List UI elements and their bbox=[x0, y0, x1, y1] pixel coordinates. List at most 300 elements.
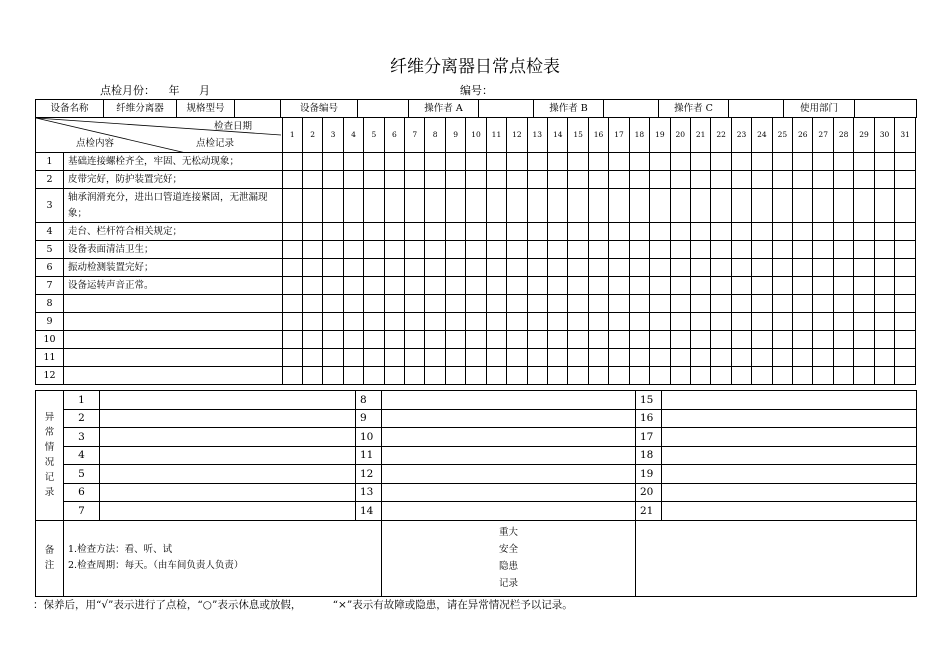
check-cell[interactable] bbox=[466, 153, 486, 171]
abnormal-entry[interactable] bbox=[382, 483, 636, 502]
check-cell[interactable] bbox=[690, 171, 710, 189]
check-cell[interactable] bbox=[364, 295, 384, 313]
check-cell[interactable] bbox=[405, 189, 425, 223]
check-cell[interactable] bbox=[874, 295, 894, 313]
check-cell[interactable] bbox=[711, 241, 731, 259]
check-cell[interactable] bbox=[466, 331, 486, 349]
check-cell[interactable] bbox=[425, 189, 445, 223]
check-cell[interactable] bbox=[425, 313, 445, 331]
check-cell[interactable] bbox=[445, 277, 465, 295]
check-cell[interactable] bbox=[650, 259, 670, 277]
check-cell[interactable] bbox=[731, 367, 751, 385]
check-cell[interactable] bbox=[466, 367, 486, 385]
check-cell[interactable] bbox=[833, 153, 853, 171]
check-cell[interactable] bbox=[670, 349, 690, 367]
check-cell[interactable] bbox=[752, 223, 772, 241]
check-cell[interactable] bbox=[384, 241, 404, 259]
check-cell[interactable] bbox=[690, 367, 710, 385]
check-cell[interactable] bbox=[588, 295, 608, 313]
check-cell[interactable] bbox=[302, 153, 322, 171]
check-cell[interactable] bbox=[323, 223, 343, 241]
check-cell[interactable] bbox=[527, 367, 547, 385]
check-cell[interactable] bbox=[854, 189, 874, 223]
check-cell[interactable] bbox=[813, 349, 833, 367]
check-cell[interactable] bbox=[731, 277, 751, 295]
check-cell[interactable] bbox=[629, 153, 649, 171]
check-cell[interactable] bbox=[588, 153, 608, 171]
abnormal-entry[interactable] bbox=[662, 428, 917, 447]
check-cell[interactable] bbox=[384, 259, 404, 277]
check-cell[interactable] bbox=[507, 295, 527, 313]
check-cell[interactable] bbox=[425, 331, 445, 349]
check-cell[interactable] bbox=[445, 189, 465, 223]
check-cell[interactable] bbox=[323, 331, 343, 349]
check-cell[interactable] bbox=[466, 277, 486, 295]
check-cell[interactable] bbox=[425, 153, 445, 171]
check-cell[interactable] bbox=[690, 153, 710, 171]
check-cell[interactable] bbox=[670, 367, 690, 385]
check-cell[interactable] bbox=[568, 223, 588, 241]
check-cell[interactable] bbox=[588, 223, 608, 241]
check-cell[interactable] bbox=[752, 313, 772, 331]
check-cell[interactable] bbox=[425, 349, 445, 367]
abnormal-entry[interactable] bbox=[100, 391, 356, 410]
check-cell[interactable] bbox=[282, 295, 302, 313]
check-cell[interactable] bbox=[486, 241, 506, 259]
check-cell[interactable] bbox=[445, 153, 465, 171]
check-cell[interactable] bbox=[670, 295, 690, 313]
check-cell[interactable] bbox=[568, 367, 588, 385]
check-cell[interactable] bbox=[813, 259, 833, 277]
check-cell[interactable] bbox=[650, 331, 670, 349]
check-cell[interactable] bbox=[507, 189, 527, 223]
check-cell[interactable] bbox=[650, 223, 670, 241]
check-cell[interactable] bbox=[527, 223, 547, 241]
check-cell[interactable] bbox=[466, 241, 486, 259]
check-cell[interactable] bbox=[425, 259, 445, 277]
check-cell[interactable] bbox=[690, 259, 710, 277]
check-cell[interactable] bbox=[282, 331, 302, 349]
check-cell[interactable] bbox=[711, 295, 731, 313]
check-cell[interactable] bbox=[813, 171, 833, 189]
check-cell[interactable] bbox=[343, 331, 363, 349]
abnormal-entry[interactable] bbox=[382, 391, 636, 410]
check-cell[interactable] bbox=[425, 367, 445, 385]
check-cell[interactable] bbox=[711, 349, 731, 367]
check-cell[interactable] bbox=[384, 331, 404, 349]
check-cell[interactable] bbox=[670, 277, 690, 295]
check-cell[interactable] bbox=[343, 171, 363, 189]
check-cell[interactable] bbox=[772, 241, 792, 259]
check-cell[interactable] bbox=[629, 295, 649, 313]
abnormal-entry[interactable] bbox=[662, 446, 917, 465]
abnormal-entry[interactable] bbox=[100, 446, 356, 465]
check-cell[interactable] bbox=[650, 189, 670, 223]
check-cell[interactable] bbox=[507, 367, 527, 385]
check-cell[interactable] bbox=[690, 277, 710, 295]
check-cell[interactable] bbox=[507, 349, 527, 367]
check-cell[interactable] bbox=[833, 171, 853, 189]
check-cell[interactable] bbox=[609, 313, 629, 331]
check-cell[interactable] bbox=[548, 189, 568, 223]
check-cell[interactable] bbox=[507, 331, 527, 349]
check-cell[interactable] bbox=[813, 241, 833, 259]
check-cell[interactable] bbox=[731, 171, 751, 189]
check-cell[interactable] bbox=[486, 277, 506, 295]
check-cell[interactable] bbox=[895, 349, 916, 367]
check-cell[interactable] bbox=[895, 153, 916, 171]
check-cell[interactable] bbox=[466, 189, 486, 223]
check-cell[interactable] bbox=[711, 189, 731, 223]
check-cell[interactable] bbox=[568, 241, 588, 259]
check-cell[interactable] bbox=[568, 153, 588, 171]
check-cell[interactable] bbox=[405, 367, 425, 385]
check-cell[interactable] bbox=[486, 331, 506, 349]
check-cell[interactable] bbox=[609, 153, 629, 171]
check-cell[interactable] bbox=[343, 367, 363, 385]
check-cell[interactable] bbox=[854, 171, 874, 189]
abnormal-entry[interactable] bbox=[662, 502, 917, 521]
check-cell[interactable] bbox=[323, 153, 343, 171]
abnormal-entry[interactable] bbox=[382, 465, 636, 484]
check-cell[interactable] bbox=[752, 189, 772, 223]
check-cell[interactable] bbox=[793, 189, 813, 223]
check-cell[interactable] bbox=[486, 349, 506, 367]
check-cell[interactable] bbox=[629, 223, 649, 241]
check-cell[interactable] bbox=[874, 259, 894, 277]
check-cell[interactable] bbox=[343, 313, 363, 331]
check-cell[interactable] bbox=[568, 295, 588, 313]
check-cell[interactable] bbox=[405, 277, 425, 295]
check-cell[interactable] bbox=[343, 295, 363, 313]
check-cell[interactable] bbox=[548, 241, 568, 259]
check-cell[interactable] bbox=[588, 349, 608, 367]
check-cell[interactable] bbox=[466, 223, 486, 241]
check-cell[interactable] bbox=[854, 331, 874, 349]
check-cell[interactable] bbox=[507, 153, 527, 171]
check-cell[interactable] bbox=[752, 277, 772, 295]
check-cell[interactable] bbox=[609, 277, 629, 295]
check-cell[interactable] bbox=[813, 277, 833, 295]
check-cell[interactable] bbox=[629, 277, 649, 295]
check-cell[interactable] bbox=[895, 277, 916, 295]
check-cell[interactable] bbox=[588, 171, 608, 189]
check-cell[interactable] bbox=[445, 313, 465, 331]
check-cell[interactable] bbox=[854, 313, 874, 331]
check-cell[interactable] bbox=[833, 295, 853, 313]
abnormal-entry[interactable] bbox=[662, 483, 917, 502]
check-cell[interactable] bbox=[711, 331, 731, 349]
check-cell[interactable] bbox=[507, 277, 527, 295]
check-cell[interactable] bbox=[364, 331, 384, 349]
check-cell[interactable] bbox=[854, 153, 874, 171]
check-cell[interactable] bbox=[302, 349, 322, 367]
check-cell[interactable] bbox=[527, 295, 547, 313]
check-cell[interactable] bbox=[895, 189, 916, 223]
check-cell[interactable] bbox=[302, 295, 322, 313]
check-cell[interactable] bbox=[486, 189, 506, 223]
check-cell[interactable] bbox=[711, 367, 731, 385]
check-cell[interactable] bbox=[384, 223, 404, 241]
check-cell[interactable] bbox=[711, 223, 731, 241]
check-cell[interactable] bbox=[282, 277, 302, 295]
model-value[interactable] bbox=[235, 100, 281, 118]
check-cell[interactable] bbox=[793, 331, 813, 349]
abnormal-entry[interactable] bbox=[100, 483, 356, 502]
check-cell[interactable] bbox=[302, 189, 322, 223]
check-cell[interactable] bbox=[588, 313, 608, 331]
check-cell[interactable] bbox=[731, 349, 751, 367]
check-cell[interactable] bbox=[609, 259, 629, 277]
check-cell[interactable] bbox=[895, 313, 916, 331]
check-cell[interactable] bbox=[793, 171, 813, 189]
check-cell[interactable] bbox=[895, 171, 916, 189]
check-cell[interactable] bbox=[629, 189, 649, 223]
check-cell[interactable] bbox=[384, 349, 404, 367]
check-cell[interactable] bbox=[772, 189, 792, 223]
check-cell[interactable] bbox=[690, 223, 710, 241]
check-cell[interactable] bbox=[752, 153, 772, 171]
check-cell[interactable] bbox=[527, 313, 547, 331]
check-cell[interactable] bbox=[895, 223, 916, 241]
check-cell[interactable] bbox=[323, 241, 343, 259]
check-cell[interactable] bbox=[731, 331, 751, 349]
check-cell[interactable] bbox=[772, 259, 792, 277]
check-cell[interactable] bbox=[874, 153, 894, 171]
check-cell[interactable] bbox=[282, 171, 302, 189]
check-cell[interactable] bbox=[425, 223, 445, 241]
abnormal-entry[interactable] bbox=[662, 409, 917, 428]
check-cell[interactable] bbox=[793, 241, 813, 259]
check-cell[interactable] bbox=[854, 241, 874, 259]
check-cell[interactable] bbox=[445, 259, 465, 277]
check-cell[interactable] bbox=[343, 349, 363, 367]
check-cell[interactable] bbox=[445, 331, 465, 349]
check-cell[interactable] bbox=[650, 349, 670, 367]
check-cell[interactable] bbox=[282, 189, 302, 223]
check-cell[interactable] bbox=[752, 241, 772, 259]
check-cell[interactable] bbox=[813, 153, 833, 171]
abnormal-entry[interactable] bbox=[100, 428, 356, 447]
check-cell[interactable] bbox=[364, 171, 384, 189]
check-cell[interactable] bbox=[670, 241, 690, 259]
check-cell[interactable] bbox=[384, 295, 404, 313]
check-cell[interactable] bbox=[548, 259, 568, 277]
check-cell[interactable] bbox=[854, 367, 874, 385]
check-cell[interactable] bbox=[364, 189, 384, 223]
check-cell[interactable] bbox=[302, 277, 322, 295]
check-cell[interactable] bbox=[874, 367, 894, 385]
check-cell[interactable] bbox=[548, 277, 568, 295]
check-cell[interactable] bbox=[650, 295, 670, 313]
check-cell[interactable] bbox=[323, 367, 343, 385]
check-cell[interactable] bbox=[854, 259, 874, 277]
check-cell[interactable] bbox=[609, 349, 629, 367]
check-cell[interactable] bbox=[793, 223, 813, 241]
check-cell[interactable] bbox=[650, 241, 670, 259]
check-cell[interactable] bbox=[711, 171, 731, 189]
check-cell[interactable] bbox=[568, 349, 588, 367]
check-cell[interactable] bbox=[833, 349, 853, 367]
check-cell[interactable] bbox=[670, 153, 690, 171]
check-cell[interactable] bbox=[527, 171, 547, 189]
check-cell[interactable] bbox=[486, 367, 506, 385]
check-cell[interactable] bbox=[772, 223, 792, 241]
check-cell[interactable] bbox=[405, 331, 425, 349]
check-cell[interactable] bbox=[548, 331, 568, 349]
check-cell[interactable] bbox=[323, 277, 343, 295]
check-cell[interactable] bbox=[282, 153, 302, 171]
check-cell[interactable] bbox=[384, 189, 404, 223]
check-cell[interactable] bbox=[854, 349, 874, 367]
check-cell[interactable] bbox=[731, 259, 751, 277]
check-cell[interactable] bbox=[282, 367, 302, 385]
check-cell[interactable] bbox=[282, 313, 302, 331]
check-cell[interactable] bbox=[302, 259, 322, 277]
check-cell[interactable] bbox=[874, 241, 894, 259]
check-cell[interactable] bbox=[874, 349, 894, 367]
check-cell[interactable] bbox=[466, 171, 486, 189]
check-cell[interactable] bbox=[486, 223, 506, 241]
check-cell[interactable] bbox=[629, 171, 649, 189]
check-cell[interactable] bbox=[711, 153, 731, 171]
check-cell[interactable] bbox=[568, 259, 588, 277]
check-cell[interactable] bbox=[793, 277, 813, 295]
check-cell[interactable] bbox=[772, 349, 792, 367]
check-cell[interactable] bbox=[793, 313, 813, 331]
check-cell[interactable] bbox=[854, 223, 874, 241]
check-cell[interactable] bbox=[609, 223, 629, 241]
check-cell[interactable] bbox=[752, 331, 772, 349]
check-cell[interactable] bbox=[425, 295, 445, 313]
check-cell[interactable] bbox=[445, 171, 465, 189]
check-cell[interactable] bbox=[833, 331, 853, 349]
check-cell[interactable] bbox=[548, 171, 568, 189]
check-cell[interactable] bbox=[711, 313, 731, 331]
check-cell[interactable] bbox=[466, 295, 486, 313]
check-cell[interactable] bbox=[445, 223, 465, 241]
check-cell[interactable] bbox=[609, 241, 629, 259]
check-cell[interactable] bbox=[445, 349, 465, 367]
check-cell[interactable] bbox=[609, 295, 629, 313]
check-cell[interactable] bbox=[650, 367, 670, 385]
check-cell[interactable] bbox=[670, 331, 690, 349]
check-cell[interactable] bbox=[548, 295, 568, 313]
check-cell[interactable] bbox=[507, 259, 527, 277]
check-cell[interactable] bbox=[425, 171, 445, 189]
abnormal-entry[interactable] bbox=[382, 502, 636, 521]
check-cell[interactable] bbox=[384, 367, 404, 385]
check-cell[interactable] bbox=[466, 349, 486, 367]
check-cell[interactable] bbox=[731, 153, 751, 171]
check-cell[interactable] bbox=[527, 331, 547, 349]
check-cell[interactable] bbox=[772, 171, 792, 189]
device-name-value[interactable]: 纤维分离器 bbox=[104, 100, 177, 118]
check-cell[interactable] bbox=[588, 367, 608, 385]
check-cell[interactable] bbox=[854, 277, 874, 295]
check-cell[interactable] bbox=[588, 189, 608, 223]
check-cell[interactable] bbox=[527, 153, 547, 171]
check-cell[interactable] bbox=[833, 259, 853, 277]
check-cell[interactable] bbox=[813, 313, 833, 331]
check-cell[interactable] bbox=[895, 295, 916, 313]
check-cell[interactable] bbox=[364, 349, 384, 367]
check-cell[interactable] bbox=[405, 259, 425, 277]
check-cell[interactable] bbox=[833, 277, 853, 295]
check-cell[interactable] bbox=[302, 367, 322, 385]
check-cell[interactable] bbox=[772, 331, 792, 349]
check-cell[interactable] bbox=[405, 241, 425, 259]
check-cell[interactable] bbox=[752, 259, 772, 277]
check-cell[interactable] bbox=[609, 189, 629, 223]
check-cell[interactable] bbox=[343, 153, 363, 171]
check-cell[interactable] bbox=[629, 331, 649, 349]
check-cell[interactable] bbox=[670, 171, 690, 189]
check-cell[interactable] bbox=[772, 153, 792, 171]
check-cell[interactable] bbox=[629, 349, 649, 367]
check-cell[interactable] bbox=[548, 223, 568, 241]
check-cell[interactable] bbox=[486, 153, 506, 171]
check-cell[interactable] bbox=[323, 295, 343, 313]
abnormal-entry[interactable] bbox=[100, 502, 356, 521]
check-cell[interactable] bbox=[323, 313, 343, 331]
check-cell[interactable] bbox=[507, 313, 527, 331]
check-cell[interactable] bbox=[752, 367, 772, 385]
check-cell[interactable] bbox=[650, 277, 670, 295]
check-cell[interactable] bbox=[874, 223, 894, 241]
check-cell[interactable] bbox=[364, 223, 384, 241]
check-cell[interactable] bbox=[670, 259, 690, 277]
check-cell[interactable] bbox=[302, 171, 322, 189]
check-cell[interactable] bbox=[629, 313, 649, 331]
check-cell[interactable] bbox=[343, 259, 363, 277]
check-cell[interactable] bbox=[772, 295, 792, 313]
check-cell[interactable] bbox=[731, 295, 751, 313]
check-cell[interactable] bbox=[629, 259, 649, 277]
check-cell[interactable] bbox=[690, 349, 710, 367]
check-cell[interactable] bbox=[527, 259, 547, 277]
check-cell[interactable] bbox=[282, 259, 302, 277]
check-cell[interactable] bbox=[323, 189, 343, 223]
check-cell[interactable] bbox=[793, 367, 813, 385]
check-cell[interactable] bbox=[302, 331, 322, 349]
check-cell[interactable] bbox=[793, 295, 813, 313]
check-cell[interactable] bbox=[793, 349, 813, 367]
check-cell[interactable] bbox=[793, 153, 813, 171]
check-cell[interactable] bbox=[384, 153, 404, 171]
check-cell[interactable] bbox=[813, 331, 833, 349]
check-cell[interactable] bbox=[690, 189, 710, 223]
check-cell[interactable] bbox=[629, 241, 649, 259]
check-cell[interactable] bbox=[507, 223, 527, 241]
check-cell[interactable] bbox=[384, 313, 404, 331]
operator-b-value[interactable] bbox=[604, 100, 659, 118]
abnormal-entry[interactable] bbox=[662, 465, 917, 484]
check-cell[interactable] bbox=[405, 349, 425, 367]
check-cell[interactable] bbox=[405, 153, 425, 171]
check-cell[interactable] bbox=[650, 153, 670, 171]
check-cell[interactable] bbox=[486, 313, 506, 331]
check-cell[interactable] bbox=[833, 367, 853, 385]
check-cell[interactable] bbox=[405, 295, 425, 313]
check-cell[interactable] bbox=[650, 313, 670, 331]
check-cell[interactable] bbox=[813, 367, 833, 385]
check-cell[interactable] bbox=[690, 313, 710, 331]
check-cell[interactable] bbox=[364, 259, 384, 277]
check-cell[interactable] bbox=[548, 313, 568, 331]
check-cell[interactable] bbox=[405, 171, 425, 189]
check-cell[interactable] bbox=[507, 241, 527, 259]
